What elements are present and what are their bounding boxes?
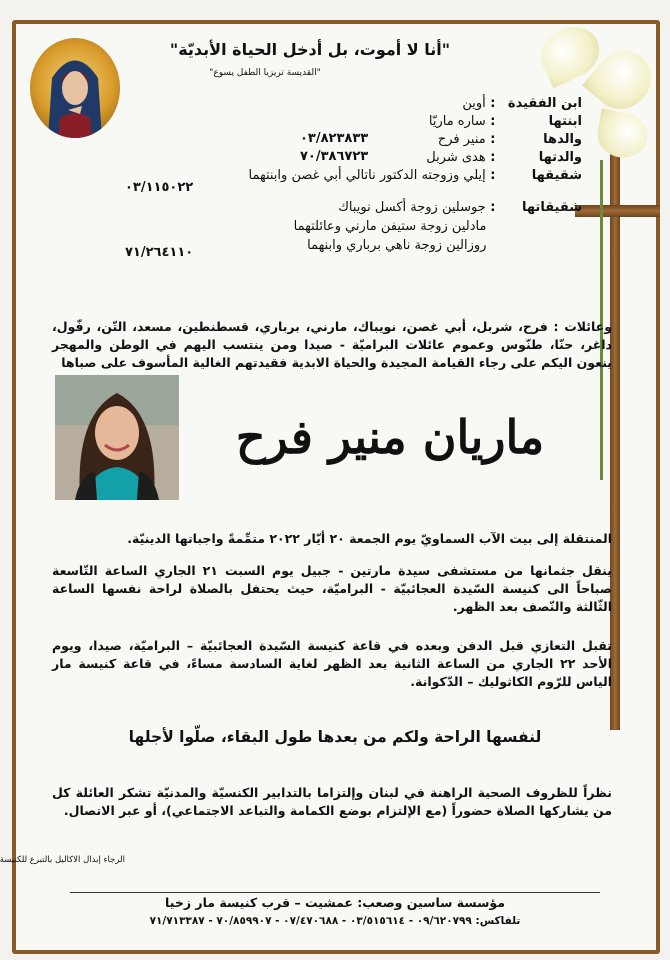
family-row: شقيقها : إيلي وزوجته الدكتور ناتالي أبي غصن وابنتهما (248, 168, 582, 183)
passing-paragraph: المنتقلة إلى بيت الآب السماويّ يوم الجمعة ٢٠ أيّار ٢٠٢٢ متمِّمةً واجباتها الدينيّة. (127, 531, 612, 546)
family-row (307, 237, 582, 254)
footer-divider (70, 892, 600, 893)
family-row: ابنتها : ساره ماريّا (428, 114, 582, 129)
mother-phone: ٧٠/٣٨٦٧٢٣ (300, 149, 369, 164)
family-row: شقيقاتها : جوسلين زوجة أكسل نويباك (338, 200, 582, 215)
cross-bar (575, 205, 660, 217)
family-label: ابن الفقيدة (507, 96, 582, 111)
father-phone: ٠٣/٨٢٣٨٣٣ (300, 131, 369, 146)
sister-phone: ٧١/٢٦٤١١٠ (125, 245, 194, 260)
quote-source: "القديسة تريزيا الطفل يسوع" (209, 68, 321, 78)
family-value: روزالين زوجة ناهي برباري وابنهما (307, 238, 487, 253)
family-row: والدها : منير فرح (437, 132, 582, 147)
family-value: ساره ماريّا (428, 114, 486, 129)
family-label: ابنتها (548, 114, 582, 129)
families-paragraph: وعائلات : فرح، شربل، أبي غصن، نويباك، مارني، برباري، قسطنطين، مسعد، التّن، رفّول، داغر، حنّا، طنّوس وعموم عائلات البراميّة - صيدا ومن ينتسب اليهم في الوطن والمهجر ينعون اليكم على رجاء القيامة المجيدة والحياة الابدية فقيدتهم الغالية المأسوف على صباها (52, 319, 612, 370)
family-value: منير فرح (437, 132, 486, 147)
covid-notice: نظراً للظروف الصحية الراهنة في لبنان وإلتزاما بالتدابير الكنسيّة والمدنيّة تشكر العائلة كل من يشاركها الصلاة حضوراً (مع الإلتزام بوضع الكمامة والتباعد الاجتماعي)، أو عبر الاتصال. (52, 785, 612, 818)
family-label: والدها (543, 132, 582, 147)
deceased-name: ماريان منير فرح (235, 410, 545, 464)
deceased-photo (55, 375, 179, 500)
family-row (294, 218, 582, 235)
family-value: إيلي وزوجته الدكتور ناتالي أبي غصن وابنتهما (248, 168, 486, 183)
family-row: والدتها : هدى شربل (426, 150, 582, 165)
family-value: هدى شربل (426, 150, 486, 165)
virgin-mary-icon (30, 38, 120, 138)
family-label: شقيقاتها (521, 200, 582, 215)
donation-note: الرجاء إبدال الاكاليل بالتبرع للكنيسة (0, 855, 125, 865)
funeral-paragraph: ينقل جثمانها من مستشفى سيدة مارتين - جبيل يوم السبت ٢١ الجاري الساعة التّاسعة صباحاً الى كنيسة السّيدة العجائبيّة - البراميّة، حيث يحتفل بالصلاة لراحة نفسها الساعة الثّالثة والنّصف بعد الظهر. (52, 563, 612, 614)
footer-phones: تلفاكس: ٠٩/٦٢٠٧٩٩ - ٠٣/٥١٥٦١٤ - ٠٧/٤٧٠٦٨٨ - ٧٠/٨٥٩٩٠٧ - ٧١/٧١٣٣٨٧ (149, 915, 521, 927)
prayer-line: لنفسها الراحة ولكم من بعدها طول البقاء، صلّوا لأجلها (128, 728, 542, 746)
family-row: ابن الفقيدة : أوين (462, 96, 582, 111)
family-label: شقيقها (531, 168, 582, 183)
family-label: والدتها (538, 150, 582, 165)
brother-phone: ٠٣/١١٥٠٢٢ (125, 180, 194, 195)
family-value: جوسلين زوجة أكسل نويباك (338, 200, 486, 215)
footer-company: مؤسسة ساسين وصعب: عمشيت – قرب كنيسة مار زخيا (165, 895, 505, 910)
family-value: أوين (462, 96, 486, 111)
condolences-paragraph: تقبل التعازي قبل الدفن وبعده في قاعة كنيسة السّيدة العجائبيّة – البراميّة، صيدا، ويوم الأحد ٢٢ الجاري من الساعة الثانية بعد الظهر لغاية السادسة مساءً، في قاعة كنيسة مار الياس للرّوم الكاثوليك – الدّكوانة. (52, 638, 612, 689)
family-value: مادلين زوجة ستيفن مارني وعائلتهما (293, 219, 487, 234)
quote-text: "أنا لا أموت، بل أدخل الحياة الأبديّة" (169, 40, 451, 59)
